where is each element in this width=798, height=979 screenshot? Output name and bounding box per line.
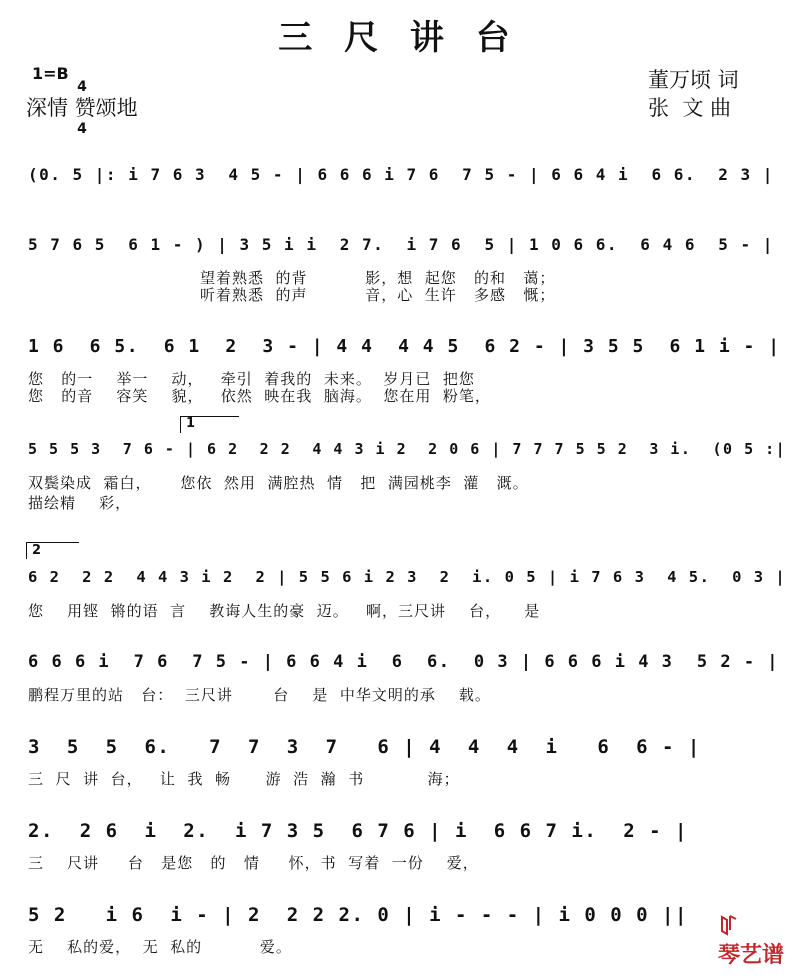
- score-system-3-lyrics-2: 您 的音 容笑 貌， 依然 映在我 脑海。 您在用 粉笔，: [28, 387, 491, 405]
- page-title: 三 尺 讲 台: [278, 18, 520, 58]
- score-system-7-notes: 3 5 5 6. 7 7 3 7 6 | 4 4 4 i 6 6 - |: [28, 736, 701, 758]
- score-system-7-lyrics-1: 三 尺 讲 台， 让 我 畅 游 浩 瀚 书 海；: [28, 770, 460, 788]
- first-ending-label: 1: [186, 416, 196, 431]
- key-signature: 1=B: [32, 64, 69, 83]
- watermark-text: 琴艺谱: [717, 943, 784, 968]
- meter-bottom: 4: [77, 121, 87, 137]
- score-system-8-lyrics-1: 三 尺讲 台 是您 的 情 怀，书 写着 一份 爱，: [28, 854, 479, 872]
- score-system-2-lyrics-2: 听着熟悉 的声 音，心 生许 多感 慨；: [200, 286, 556, 304]
- score-system-4-lyrics-1: 双鬓染成 霜白， 您依 然用 满腔热 情 把 满园桃李 灌 溉。: [28, 474, 529, 492]
- score-system-4-notes: 5 5 5 3 7 6 - | 6 2 2 2 4 4 3 i 2 2 0 6 | 7 7 7 5 5 2 3 i. (0 5 :|: [28, 440, 787, 458]
- lyricist-credit: 董万顷 词: [648, 68, 739, 92]
- composer-credit: 张 文 曲: [648, 96, 732, 120]
- score-system-9-lyrics-1: 无 私的爱， 无 私的 爱。: [28, 938, 292, 956]
- score-system-3-notes: 1 6 6 5. 6 1 2 3 - | 4 4 4 4 5 6 2 - | 3 5 5 6 1 i - |: [28, 336, 781, 357]
- score-system-6-lyrics-1: 鹏程万里的站 台： 三尺讲 台 是 中华文明的承 载。: [28, 686, 491, 704]
- score-system-1-notes: (0. 5 |: i 7 6 3 4 5 - | 6 6 6 i 7 6 7 5 - | 6 6 4 i 6 6. 2 3 |: [28, 165, 774, 184]
- second-ending-label: 2: [32, 543, 42, 558]
- score-system-6-notes: 6 6 6 i 7 6 7 5 - | 6 6 4 i 6 6. 0 3 | 6 6 6 i 4 3 5 2 - |: [28, 652, 780, 672]
- score-system-5-notes: 6 2 2 2 4 4 3 i 2 2 | 5 5 6 i 2 3 2 i. 0 5 | i 7 6 3 4 5. 0 3 |: [28, 568, 787, 586]
- score-system-8-notes: 2. 2 6 i 2. i 7 3 5 6 7 6 | i 6 6 7 i. 2 - |: [28, 820, 688, 842]
- score-system-9-notes: 5 2 i 6 i - | 2 2 2 2. 0 | i - - - | i 0 0 0 ||: [28, 904, 688, 926]
- score-system-2-notes: 5 7 6 5 6 1 - ) | 3 5 i i 2 7. i 7 6 5 | 1 0 6 6. 6 4 6 5 - |: [28, 235, 774, 254]
- tempo-mood: 深情 赞颂地: [26, 96, 138, 120]
- score-system-5-lyrics-1: 您 用铿 锵的语 言 教诲人生的豪 迈。 啊，三尺讲 台， 是: [28, 602, 541, 620]
- watermark-logo: [703, 888, 784, 969]
- meter-top: 4: [77, 79, 87, 95]
- score-system-4-lyrics-2: 描绘精 彩，: [28, 494, 132, 512]
- music-note-icon: [718, 914, 740, 936]
- score-system-2-lyrics-1: 望着熟悉 的背 影，想 起您 的和 蔼；: [200, 269, 556, 287]
- score-system-3-lyrics-1: 您 的一 举一 动， 牵引 着我的 未来。 岁月已 把您: [28, 370, 475, 388]
